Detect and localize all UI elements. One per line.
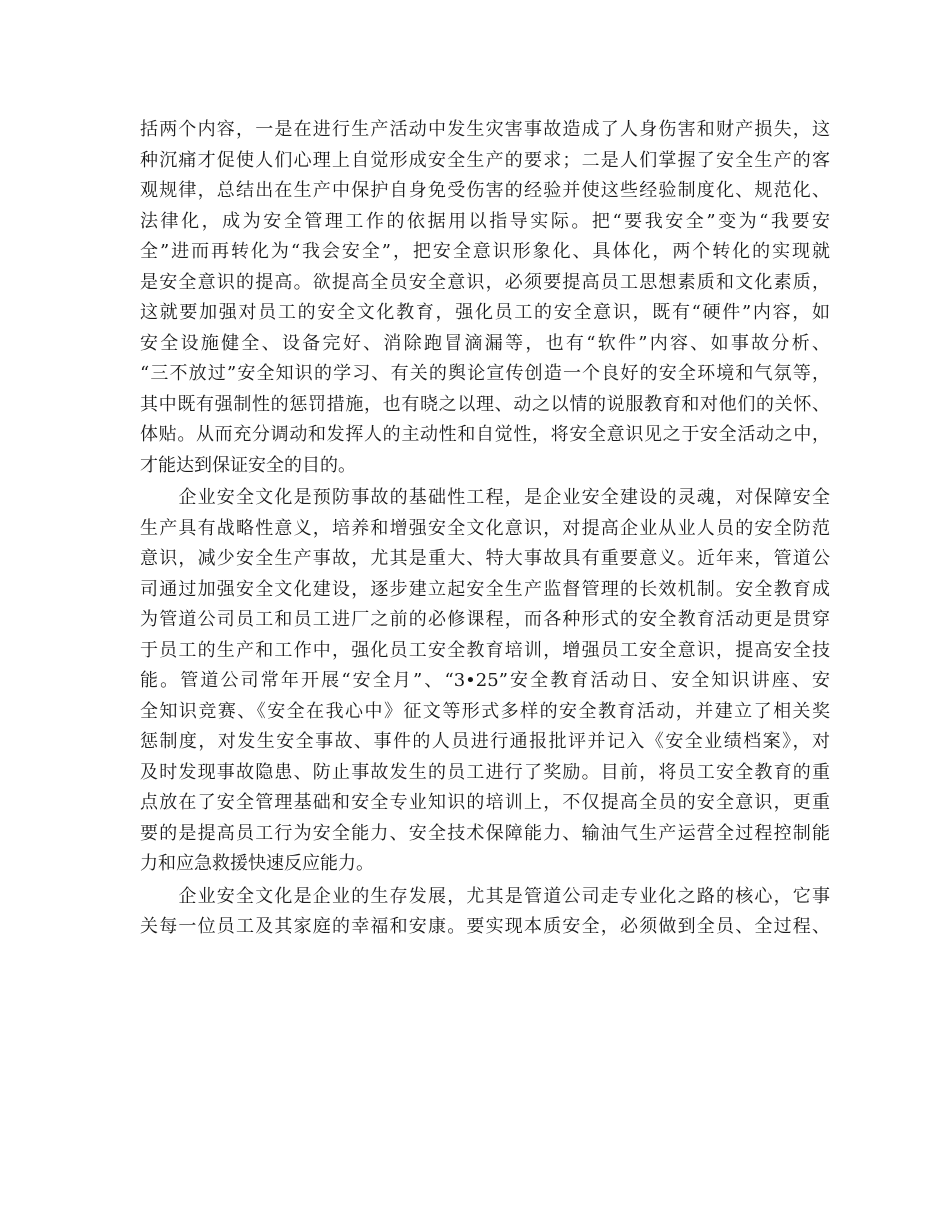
text-line: 于员工的生产和工作中，强化员工安全教育培训，增强员工安全意识，提高安全技 (140, 639, 830, 661)
text-line: 其中既有强制性的惩罚措施，也有晓之以理、动之以情的说服教育和对他们的关怀、 (140, 393, 830, 415)
text-line: 才能达到保证安全的目的。 (140, 454, 356, 476)
paragraph (140, 882, 830, 943)
text-line: 是安全意识的提高。欲提高全员安全意识，必须要提高员工思想素质和文化素质， (140, 271, 830, 293)
text-line: 要的是提高员工行为安全能力、安全技术保障能力、输油气生产运营全过程控制能 (140, 822, 830, 844)
text-line: 种沉痛才促使人们心理上自觉形成安全生产的要求；二是人们掌握了安全生产的客 (140, 149, 830, 171)
text-line: 体贴。从而充分调动和发挥人的主动性和自觉性，将安全意识见之于安全活动之中， (140, 424, 830, 445)
text-line: 司通过加强安全文化建设，逐步建立起安全生产监督管理的长效机制。安全教育成 (140, 578, 830, 600)
text-line: 全”进而再转化为“我会安全”，把安全意识形象化、具体化，两个转化的实现就 (140, 241, 830, 262)
text-line: 观规律，总结出在生产中保护自身免受伤害的经验并使这些经验制度化、规范化、 (140, 180, 830, 201)
text-line: 全知识竞赛、《安全在我心中》征文等形式多样的安全教育活动，并建立了相关奖 (140, 700, 830, 722)
paragraph (140, 483, 830, 880)
text-line: 企业安全文化是企业的生存发展，尤其是管道公司走专业化之路的核心，它事 (140, 885, 830, 907)
text-line: 力和应急救援快速反应能力。 (140, 853, 374, 874)
text-line: 能。管道公司常年开展“安全月”、“3•25”安全教育活动日、安全知识讲座、安 (140, 670, 830, 691)
text-line: 生产具有战略性意义，培养和增强安全文化意识，对提高企业从业人员的安全防范 (140, 517, 830, 539)
paragraph (140, 115, 830, 481)
text-line: 点放在了安全管理基础和安全专业知识的培训上，不仅提高全员的安全意识，更重 (140, 792, 830, 813)
text-line: “三不放过”安全知识的学习、有关的舆论宣传创造一个良好的安全环境和气氛等， (140, 363, 830, 384)
text-line: 安全设施健全、设备完好、消除跑冒滴漏等，也有“软件”内容、如事故分析、 (140, 332, 830, 354)
text-line: 关每一位员工及其家庭的幸福和安康。要实现本质安全，必须做到全员、全过程、 (140, 916, 830, 937)
text-line: 为管道公司员工和员工进厂之前的必修课程，而各种形式的安全教育活动更是贯穿 (140, 609, 830, 630)
text-line: 企业安全文化是预防事故的基础性工程，是企业安全建设的灵魂，对保障安全 (140, 487, 830, 508)
text-line: 惩制度，对发生安全事故、事件的人员进行通报批评并记入《安全业绩档案》，对 (140, 731, 830, 752)
text-line: 意识，减少安全生产事故，尤其是重大、特大事故具有重要意义。近年来，管道公 (140, 548, 830, 569)
document-body (140, 115, 830, 943)
text-line: 这就要加强对员工的安全文化教育，强化员工的安全意识，既有“硬件”内容，如 (140, 302, 830, 323)
text-line: 括两个内容，一是在进行生产活动中发生灾害事故造成了人身伤害和财产损失，这 (140, 119, 830, 140)
text-line: 法律化，成为安全管理工作的依据用以指导实际。把“要我安全”变为“我要安 (140, 210, 830, 232)
text-line: 及时发现事故隐患、防止事故发生的员工进行了奖励。目前，将员工安全教育的重 (140, 761, 830, 783)
